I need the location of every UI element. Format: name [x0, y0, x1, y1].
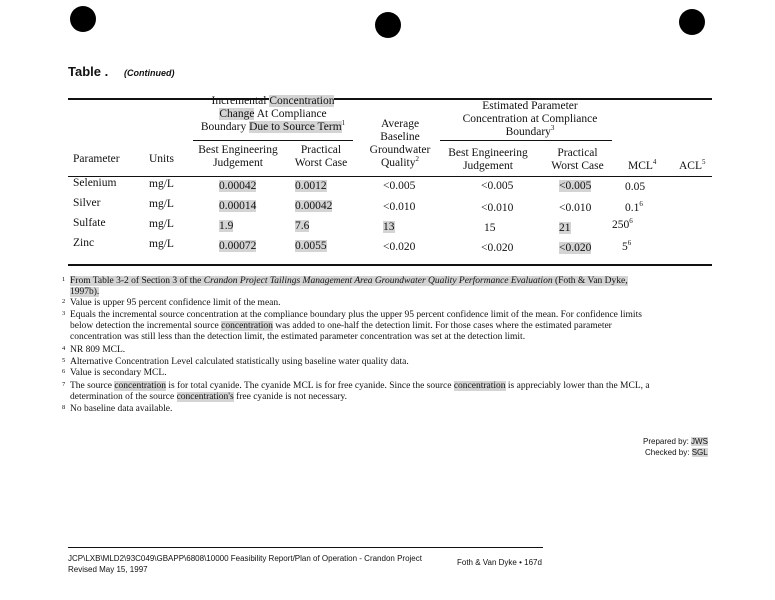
avg-cell: 13	[383, 221, 395, 233]
worst2-line1: Practical	[557, 147, 598, 159]
group1-line1b: Concentration	[269, 95, 335, 107]
best2-line1: Best Engineering	[448, 147, 528, 159]
best2-line2: Judgement	[463, 160, 513, 172]
best1-line2: Judgement	[213, 157, 263, 169]
worst2-header	[540, 147, 615, 173]
best2-cell: 15	[484, 222, 496, 234]
footer-right: Foth & Van Dyke • 167d	[457, 558, 542, 567]
footnote-1-text-b: Crandon Project Tailings Management Area Groundwater Quality Performance Evaluation	[203, 276, 553, 286]
footnote-6-text: Value is secondary MCL.	[70, 368, 167, 378]
group1-header	[188, 95, 358, 134]
best2-cell: <0.010	[481, 202, 514, 214]
mcl-sup: 4	[652, 158, 657, 167]
worst1-line1: Practical	[300, 144, 342, 156]
best2-cell: <0.020	[481, 242, 514, 254]
footnote-7-l1b: concentration	[114, 381, 167, 391]
footnote-8	[62, 404, 715, 415]
footnote-mark: 4	[62, 345, 66, 352]
group2-line3: Boundary	[505, 126, 551, 138]
footnote-4	[62, 345, 715, 356]
footer-path: JCP\LXB\MLD2\93C049\GBAPP\6808\10000 Feasibility Report/Plan of Operation - Crandon Project	[68, 554, 422, 563]
group1-line3a: Boundary	[200, 121, 250, 133]
footnote-3-line1: Equals the incremental source concentration at the compliance boundary plus the upper 95 percent confidence limit of the mean. For confidence limits	[70, 310, 642, 320]
group2-header	[440, 100, 620, 139]
acl-label: ACL	[679, 160, 702, 172]
worst1-header	[285, 144, 357, 170]
mcl-value: 0.1	[625, 202, 640, 214]
mcl-cell	[622, 241, 631, 253]
units-header: Units	[149, 153, 174, 165]
units-cell: mg/L	[149, 178, 174, 190]
avg-sup: 2	[415, 155, 419, 164]
footnote-3-line2b: concentration	[221, 321, 273, 331]
mcl-value-sup: 6	[639, 200, 643, 209]
avg-cell: <0.005	[383, 180, 416, 192]
group1-line1a: Incremental	[211, 95, 270, 107]
group1-underline	[193, 140, 353, 141]
binder-hole-center	[375, 12, 401, 38]
footnote-1-text-c: (Foth & Van Dyke,	[552, 276, 628, 286]
mcl-label: MCL	[628, 160, 653, 172]
units-cell: mg/L	[149, 198, 174, 210]
footnote-6	[62, 368, 715, 379]
worst2-cell: 21	[559, 222, 571, 234]
avg-line3: Groundwater	[369, 144, 431, 156]
parameter-cell: Sulfate	[73, 217, 106, 229]
mcl-value: 0.05	[625, 181, 646, 193]
avg-baseline-header	[355, 118, 445, 170]
mcl-value-sup: 6	[627, 239, 632, 248]
footnote-7-l1d: concentration	[453, 381, 506, 391]
footnote-5-text: Alternative Concentration Level calculated statistically using baseline water quality data.	[70, 357, 409, 367]
worst1-line2: Worst Case	[294, 157, 348, 169]
footnote-3-line2a: below detection the incremental source	[70, 321, 222, 331]
group1-sup: 1	[341, 119, 346, 128]
footnote-7-l1c: is for total cyanide. The cyanide MCL is for free cyanide. Since the source	[166, 381, 454, 391]
footnote-mark: 8	[62, 404, 66, 411]
mcl-header	[628, 160, 656, 172]
footnote-1	[62, 276, 715, 298]
avg-cell: <0.020	[383, 241, 416, 253]
footnote-mark: 6	[62, 368, 66, 375]
footnote-2-text: Value is upper 95 percent confidence limit of the mean.	[70, 298, 281, 308]
footnote-mark: 7	[62, 381, 66, 388]
best1-cell: 0.00072	[219, 240, 257, 252]
units-cell: mg/L	[149, 238, 174, 250]
mcl-cell	[625, 202, 643, 214]
avg-cell: <0.010	[383, 201, 416, 213]
mcl-cell	[612, 219, 633, 231]
footnote-1-text-a: From Table 3-2 of Section 3 of the	[70, 276, 204, 286]
footnote-7-l2c: free cyanide is not necessary.	[233, 392, 348, 402]
worst1-cell: 7.6	[295, 220, 310, 232]
worst2-line2: Worst Case	[551, 160, 604, 172]
checked-by	[645, 448, 708, 457]
footnote-3-line2c: was added to one-half the detection limit. For those cases where the estimated parameter	[272, 321, 612, 331]
worst1-cell: 0.0012	[295, 180, 327, 192]
best1-header	[188, 144, 288, 170]
group1-line2b: At Compliance	[254, 108, 327, 120]
mcl-cell	[625, 181, 645, 193]
group2-sup: 3	[550, 124, 555, 133]
footnote-7-l2b: concentration's	[176, 392, 234, 402]
group1-line2a: Change	[219, 108, 255, 120]
footnote-8-text: No baseline data available.	[70, 404, 173, 414]
prepared-value: JWS	[691, 437, 708, 446]
avg-line2: Baseline	[380, 131, 420, 143]
table-bottom-rule	[68, 264, 712, 266]
best2-header	[438, 147, 538, 173]
footnote-mark: 3	[62, 310, 66, 317]
footnote-7-l1e: is appreciably lower than the MCL, a	[505, 381, 650, 391]
footnote-mark: 2	[62, 298, 66, 305]
footnote-1-text-d: 1997b).	[70, 287, 100, 297]
acl-sup: 5	[702, 158, 706, 167]
worst2-cell: <0.005	[559, 180, 592, 192]
footnote-7-l1a: The source	[70, 381, 115, 391]
mcl-value-sup: 6	[629, 217, 633, 226]
parameter-cell: Selenium	[73, 177, 117, 189]
best1-cell: 0.00042	[219, 180, 257, 192]
group1-line3b: Due to Source Term	[249, 121, 342, 133]
footnote-7	[62, 381, 715, 403]
footer-left	[68, 553, 422, 575]
footer-rule	[68, 547, 543, 548]
binder-hole-left	[70, 6, 96, 32]
group2-underline	[440, 140, 612, 141]
prepared-by	[643, 437, 708, 446]
parameter-header: Parameter	[73, 153, 120, 165]
worst2-cell: <0.020	[559, 242, 592, 254]
best1-cell: 0.00014	[219, 200, 257, 212]
worst1-cell: 0.0055	[295, 240, 327, 252]
footnote-mark: 1	[62, 276, 66, 283]
checked-value: SGL	[691, 448, 708, 457]
worst2-cell: <0.010	[559, 202, 592, 214]
best1-line1: Best Engineering	[198, 144, 278, 156]
footnote-5	[62, 357, 715, 368]
footnote-3-line3: concentration was still less than the detection limit, the estimated parameter concentration was set at the detection limit.	[70, 332, 526, 342]
mcl-value: 5	[622, 241, 628, 253]
acl-header	[679, 160, 706, 172]
units-cell: mg/L	[149, 218, 174, 230]
parameter-cell: Zinc	[73, 237, 95, 249]
best1-cell: 1.9	[219, 220, 234, 232]
footnote-4-text: NR 809 MCL.	[70, 345, 126, 355]
best2-cell: <0.005	[481, 180, 514, 192]
footnote-mark: 5	[62, 357, 66, 364]
binder-hole-right	[679, 9, 705, 35]
prepared-label: Prepared by:	[643, 437, 689, 446]
footer-revised: Revised May 15, 1997	[68, 565, 148, 574]
checked-label: Checked by:	[645, 448, 690, 457]
worst1-cell: 0.00042	[295, 200, 333, 212]
header-bottom-rule	[68, 176, 712, 177]
footnote-7-l2a: determination of the source	[70, 392, 177, 402]
group2-line2: Concentration at Compliance	[462, 113, 598, 125]
group2-line1: Estimated Parameter	[482, 100, 578, 112]
footnote-2	[62, 298, 715, 309]
avg-line4: Quality	[381, 157, 416, 169]
table-title: Table .	[68, 64, 109, 79]
mcl-value: 250	[612, 219, 630, 231]
continued-label: (Continued)	[124, 68, 175, 78]
avg-line1: Average	[380, 118, 420, 130]
parameter-cell: Silver	[73, 197, 101, 209]
footnote-3	[62, 310, 715, 343]
